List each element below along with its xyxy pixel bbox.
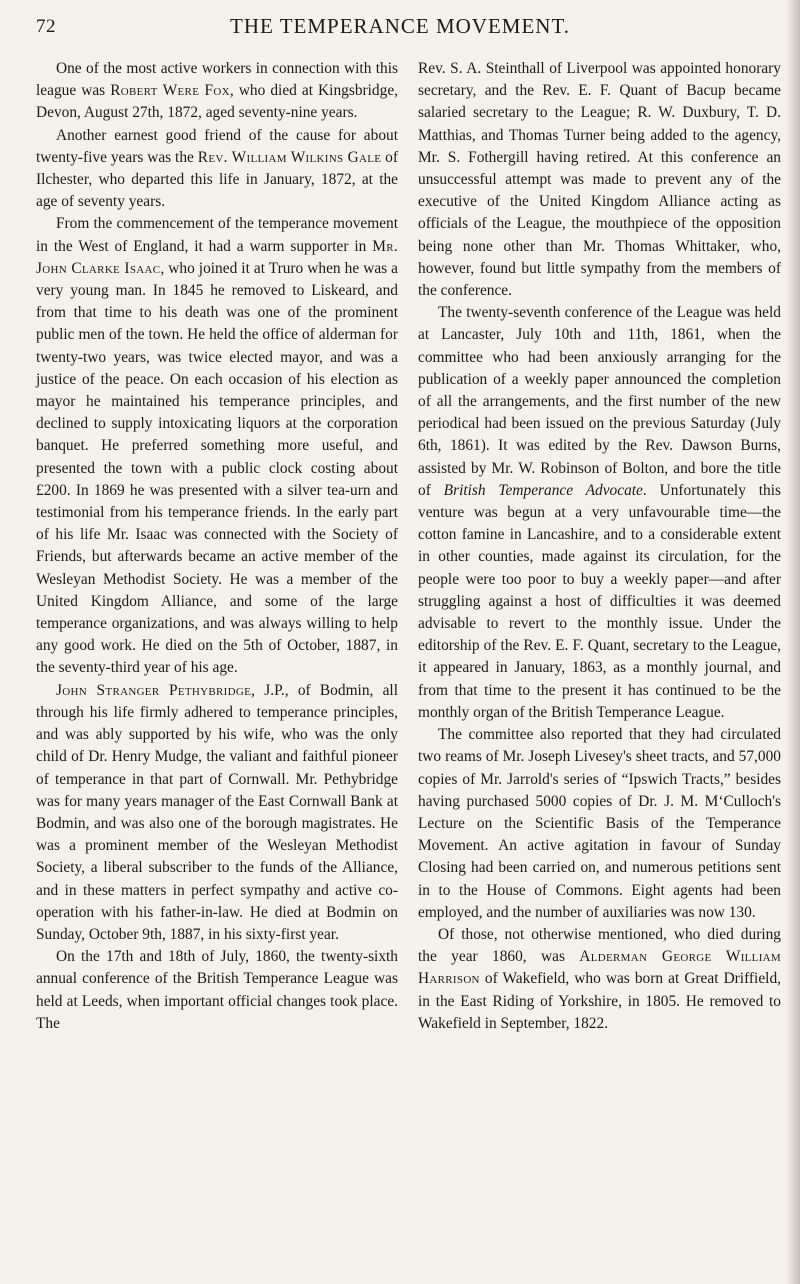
text-run: One of the most active workers in connection with this league was: [36, 60, 398, 100]
name-smallcaps: Robert Were Fox: [110, 82, 230, 100]
text-run: , J.P., of Bodmin, all through his life firmly adhered to temperance principles, and was ably supported by his wife, who was the only child of Dr. Henry Mudge, the valiant and faithful pioneer of temperance in that part of Cornwall. Mr. Pethybridge was for many years manager of the East Cornwall Bank at Bodmin, and was also one of the borough magistrates. He was a prominent member of the Wesleyan Methodist Society, a liberal subscriber to the funds of the Alliance, and in these matters in perfect sympathy and active co-operation with his father-in-law. He died at Bodmin on Sunday, October 9th, 1887, in his sixty-first year.: [36, 681, 398, 943]
text-run: Another earnest good friend of the cause for about twenty-five years was the: [36, 126, 398, 166]
text-run: Of those, not otherwise mentioned, who died during the year 1860, was: [418, 925, 781, 966]
title-italic: British Temperance Advocate: [443, 481, 643, 499]
paragraph: [418, 924, 781, 1035]
name-smallcaps: John Stranger Pethybridge: [56, 681, 252, 699]
paragraph: [36, 946, 398, 1035]
paragraph: [418, 302, 781, 724]
text-run: . Unfortunately this venture was begun at a very unfavourable time—the cotton famine in Lancashire, and to a considerable extent in other counties, made against its circulation, for the people were too poor to buy a weekly paper—and after struggling against a host of difficulties it was deemed advisable to revert to the monthly issue. Under the editorship of the Rev. E. F. Quant, secretary to the League, it appeared in January, 1863, as a monthly journal, and from that time to the present it has continued to be the monthly organ of the British Temperance League.: [418, 481, 781, 721]
name-smallcaps: Alderman George William Harrison: [418, 948, 781, 988]
text-run: of Wakefield, who was born at Great Driffield, in the East Riding of Yorkshire, in 1805. He removed to Wakefield in September, 1822.: [418, 970, 781, 1032]
paragraph: [418, 58, 781, 302]
paragraph: [36, 125, 398, 214]
text-run: From the commencement of the temperance movement in the West of England, it had a warm supporter in: [36, 215, 398, 255]
paragraph: [36, 58, 398, 125]
running-head: THE TEMPERANCE MOVEMENT.: [230, 14, 570, 38]
text-run: On the 17th and 18th of July, 1860, the twenty-sixth annual conference of the British Temperance League was held at Leeds, when important official changes took place. The: [36, 948, 398, 1032]
text-run: of Ilchester, who departed this life in January, 1872, at the age of seventy years.: [36, 148, 399, 211]
left-column: [36, 58, 398, 1035]
paragraph: [418, 724, 781, 924]
right-column: [418, 58, 781, 1035]
name-smallcaps: Rev. William Wilkins Gale: [197, 148, 382, 166]
text-run: , who joined it at Truro when he was a very young man. In 1845 he removed to Liskeard, and from that time to his death was one of the prominent public men of the town. He held the office of alderman for twenty-two years, was twice elected mayor, and was a justice of the peace. On each occasion of his election as mayor he maintained his temperance principles, and declined to supply intoxicating liquors at the corporation banquet. He preferred something more useful, and presented the town with a public clock costing about £200. In 1869 he was presented with a silver tea-urn and testimonial from his temperance friends. In the early part of his life Mr. Isaac was connected with the Society of Friends, but afterwards became an active member of the Wesleyan Methodist Society. He was a member of the United Kingdom Alliance, and some of the large temperance organizations, and was always willing to help any good work. He died on the 5th of October, 1887, in the seventy-third year of his age.: [36, 259, 399, 677]
text-run: Rev. S. A. Steinthall of Liverpool was appointed honorary secretary, and the Rev. E. F. Quant of Bacup became salaried secretary to the League; R. W. Duxbury, T. D. Matthias, and Thomas Turner being added to the agency, Mr. S. Fothergill having retired. At this conference an unsuccessful attempt was made to prevent any of the executive of the United Kingdom Alliance acting as officials of the League, the mouthpiece of the opposition being none other than Mr. Thomas Whittaker, who, however, found but little sympathy from the members of the conference.: [418, 60, 781, 300]
name-smallcaps: Mr. John Clarke Isaac: [36, 237, 398, 277]
page-edge-shadow: [786, 0, 800, 1284]
text-run: , who died at Kingsbridge, Devon, August 27th, 1872, aged seventy-nine years.: [36, 82, 398, 122]
paragraph: [36, 213, 398, 679]
paragraph: [36, 680, 398, 946]
text-run: The committee also reported that they had circulated two reams of Mr. Joseph Livesey's sheet tracts, and 57,000 copies of Mr. Jarrold's series of “Ipswich Tracts,” besides having purchased 5000 copies of Dr. J. M. M‘Culloch's Lecture on the Scientific Basis of the Temperance Movement. An active agitation in favour of Sunday Closing had been carried on, and numerous petitions sent in to the House of Commons. Eight agents had been employed, and the number of auxiliaries was now 130.: [418, 726, 781, 921]
page-number: 72: [36, 16, 56, 37]
text-run: The twenty-seventh conference of the League was held at Lancaster, July 10th and 11th, 1861, when the committee who had been anxiously arranging for the publication of a weekly paper announced the completion of all the arrangements, and the first number of the new periodical had been issued on the previous Saturday (July 6th, 1861). It was edited by the Rev. Dawson Burns, assisted by Mr. W. Robinson of Bolton, and bore the title of: [418, 304, 781, 499]
